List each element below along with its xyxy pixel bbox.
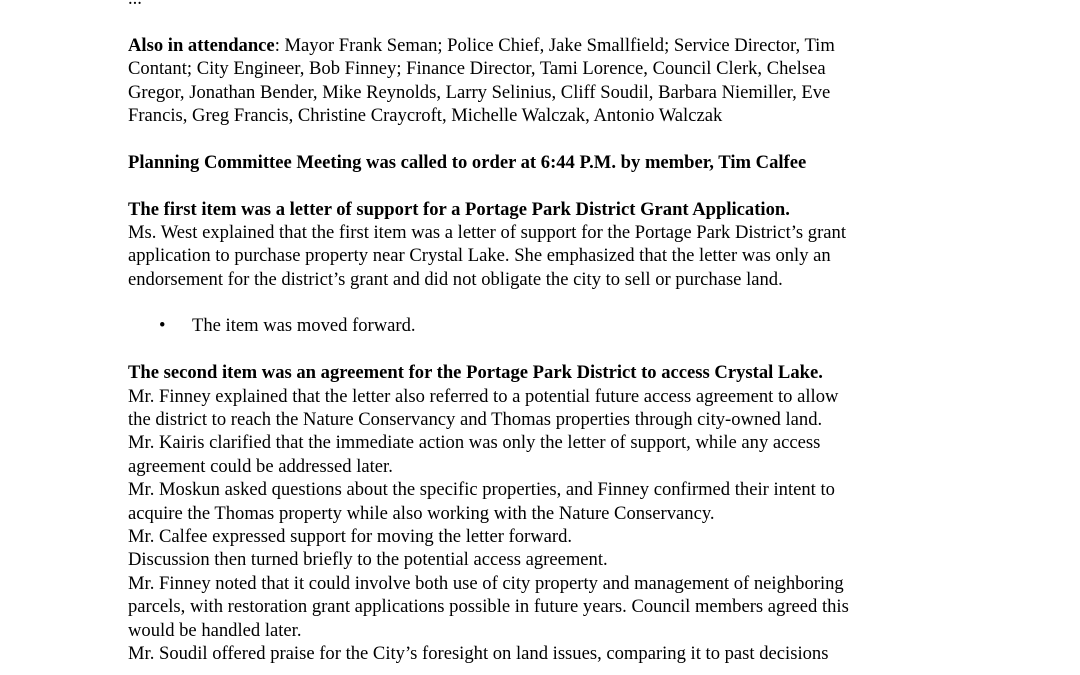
item2-line: Mr. Kairis clarified that the immediate action was only the letter of support, while any access (128, 432, 821, 454)
spacer (128, 174, 988, 197)
item2-line: Mr. Moskun asked questions about the specific properties, and Finney confirmed their intent to (128, 479, 835, 501)
item2-line: Mr. Finney explained that the letter also referred to a potential future access agreement to allow (128, 385, 839, 407)
item2-line: acquire the Thomas property while also working with the Nature Conservancy. (128, 502, 715, 524)
item2-line: Mr. Soudil offered praise for the City’s foresight on land issues, comparing it to past decisions (128, 642, 829, 664)
attendance-line-1 (128, 34, 988, 57)
attendance-line-3: Gregor, Jonathan Bender, Mike Reynolds, Larry Selinius, Cliff Soudil, Barbara Niemiller, Eve (128, 81, 831, 103)
item2-section (128, 361, 988, 665)
bullet-icon: • (159, 315, 166, 337)
attendance-text-1: : Mayor Frank Seman; Police Chief, Jake Smallfield; Service Director, Tim (274, 34, 835, 56)
call-to-order: Planning Committee Meeting was called to order at 6:44 P.M. by member, Tim Calfee (128, 151, 807, 173)
item1-heading: The first item was a letter of support for a Portage Park District Grant Application. (128, 198, 790, 220)
item2-line: would be handled later. (128, 619, 302, 641)
item2-line: Mr. Finney noted that it could involve both use of city property and management of neighboring (128, 572, 844, 594)
item1-bullet-text: The item was moved forward. (192, 315, 416, 337)
spacer (128, 291, 988, 314)
attendance-line-2: Contant; City Engineer, Bob Finney; Finance Director, Tami Lorence, Council Clerk, Chelsea (128, 58, 826, 80)
spacer (128, 127, 988, 150)
item1-bullet-item (128, 314, 988, 337)
top-partial-line (128, 0, 988, 10)
attendance-paragraph (128, 34, 988, 128)
item2-heading: The second item was an agreement for the Portage Park District to access Crystal Lake. (128, 362, 823, 384)
document-body (128, 0, 988, 665)
item2-line: Mr. Calfee expressed support for moving the letter forward. (128, 525, 573, 547)
spacer (128, 10, 988, 33)
attendance-line-4: Francis, Greg Francis, Christine Craycroft, Michelle Walczak, Antonio Walczak (128, 104, 723, 126)
item1-section (128, 198, 988, 338)
item2-line: agreement could be addressed later. (128, 455, 393, 477)
item2-line: the district to reach the Nature Conservancy and Thomas properties through city-owned land. (128, 409, 823, 431)
spacer (128, 338, 988, 361)
item1-line: Ms. West explained that the first item was a letter of support for the Portage Park District’s grant (128, 221, 846, 243)
item1-line: endorsement for the district’s grant and did not obligate the city to sell or purchase land. (128, 268, 783, 290)
item2-line: parcels, with restoration grant applications possible in future years. Council members agreed this (128, 596, 849, 618)
item2-line: Discussion then turned briefly to the potential access agreement. (128, 549, 608, 571)
attendance-label: Also in attendance (128, 34, 275, 56)
item1-line: application to purchase property near Crystal Lake. She emphasized that the letter was only an (128, 245, 831, 267)
